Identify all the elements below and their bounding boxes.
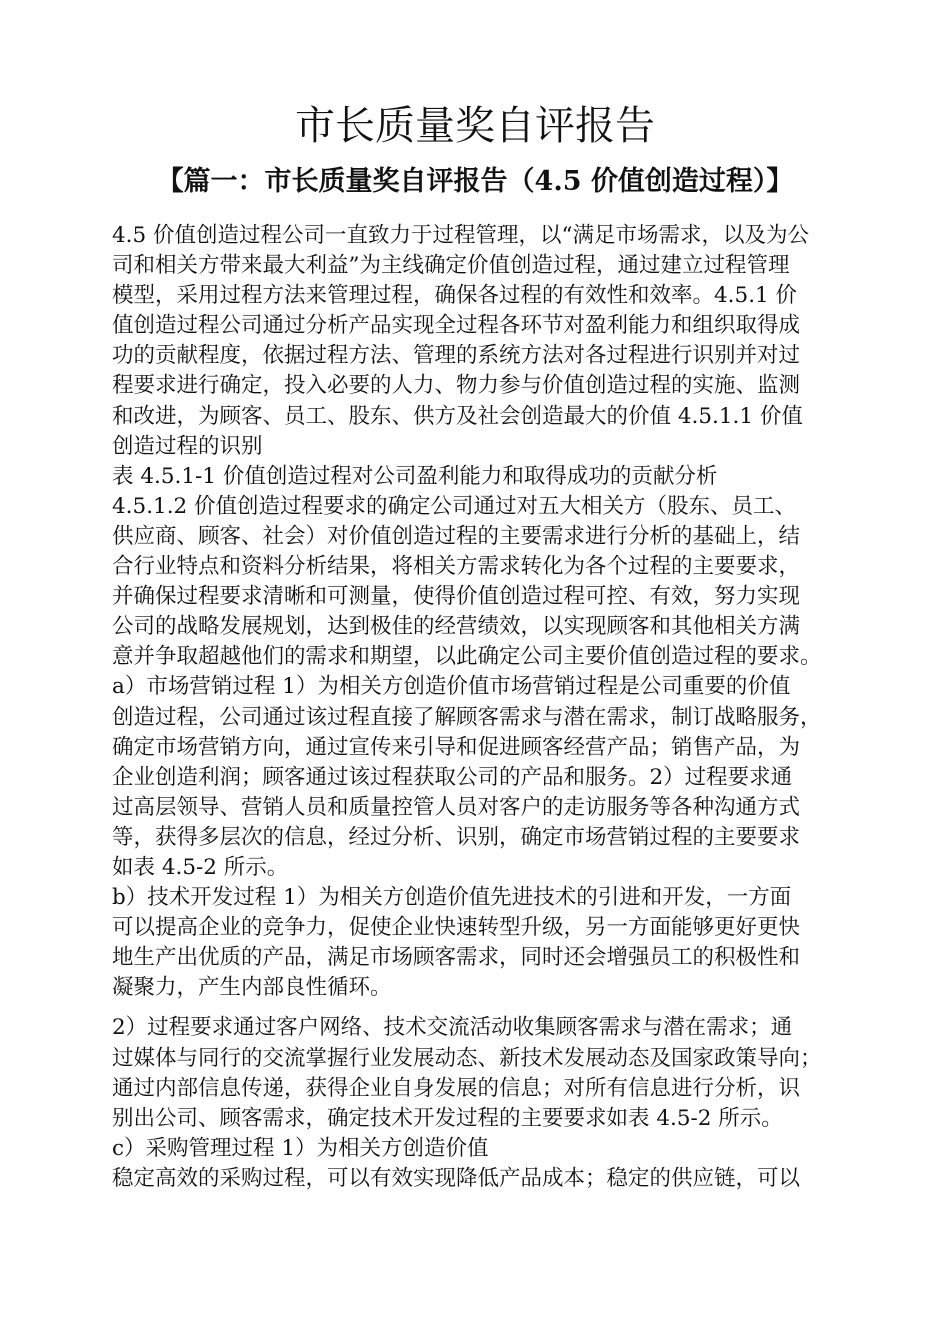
text-line: b）技术开发过程 1）为相关方创造价值先进技术的引进和开发，一方面 [112,885,792,911]
text-line: 表 4.5.1-1 价值创造过程对公司盈利能力和取得成功的贡献分析 [112,463,718,489]
text-line: 和改进，为顾客、员工、股东、供方及社会创造最大的价值 4.5.1.1 价值 [112,403,803,429]
text-line: 程要求进行确定，投入必要的人力、物力参与价值创造过程的实施、监测 [112,373,801,399]
text-line: 供应商、顾客、社会）对价值创造过程的主要需求进行分析的基础上，结 [112,523,801,549]
text-line: 确定市场营销方向，通过宣传来引导和促进顾客经营产品；销售产品，为 [112,734,801,760]
text-line: 稳定高效的采购过程，可以有效实现降低产品成本；稳定的供应链，可以 [112,1165,801,1191]
text-line: 创造过程的识别 [112,433,263,459]
text-line: 意并争取超越他们的需求和期望，以此确定公司主要价值创造过程的要求。 [112,644,822,670]
text-line: 可以提高企业的竞争力，促使企业快速转型升级，另一方面能够更好更快 [112,915,801,941]
text-line: a）市场营销过程 1）为相关方创造价值市场营销过程是公司重要的价值 [112,674,791,700]
text-line: 公司的战略发展规划，达到极佳的经营绩效，以实现顾客和其他相关方满 [112,614,801,640]
text-line: 合行业特点和资料分析结果，将相关方需求转化为各个过程的主要要求， [112,554,801,580]
text-line: 功的贡献程度，依据过程方法、管理的系统方法对各过程进行识别并对过 [112,343,801,369]
body-text [112,221,912,1194]
text-line: 等，获得多层次的信息，经过分析、识别，确定市场营销过程的主要要求 [112,824,801,850]
text-line: 企业创造利润；顾客通过该过程获取公司的产品和服务。2）过程要求通 [112,764,793,790]
text-line: 别出公司、顾客需求，确定技术开发过程的主要要求如表 4.5-2 所示。 [112,1105,783,1131]
text-line: 4.5 价值创造过程公司一直致力于过程管理，以“满足市场需求，以及为公 [112,223,810,248]
text-line: 创造过程，公司通过该过程直接了解顾客需求与潜在需求，制订战略服务， [112,704,822,730]
text-line: 司和相关方带来最大利益”为主线确定价值创造过程，通过建立过程管理 [112,253,790,279]
text-line: c）采购管理过程 1）为相关方创造价值 [112,1135,489,1161]
text-line: 通过内部信息传递，获得企业自身发展的信息；对所有信息进行分析，识 [112,1075,801,1101]
page-title: 市长质量奖自评报告 [295,103,655,149]
text-line: 并确保过程要求清晰和可测量，使得价值创造过程可控、有效，努力实现 [112,584,801,610]
text-line: 凝聚力，产生内部良性循环。 [112,975,392,1001]
text-line: 2）过程要求通过客户网络、技术交流活动收集顾客需求与潜在需求；通 [112,1015,793,1041]
paragraph-gap [112,1003,912,1013]
text-line: 过媒体与同行的交流掌握行业发展动态、新技术发展动态及国家政策导向； [112,1045,822,1071]
text-line: 如表 4.5-2 所示。 [112,854,289,880]
page-subtitle: 【篇一：市长质量奖自评报告（4.5 价值创造过程）】 [156,166,794,197]
text-line: 4.5.1.2 价值创造过程要求的确定公司通过对五大相关方（股东、员工、 [112,493,797,519]
text-line: 过高层领导、营销人员和质量控管人员对客户的走访服务等各种沟通方式 [112,794,801,820]
text-line: 模型，采用过程方法来管理过程，确保各过程的有效性和效率。4.5.1 价 [112,283,798,309]
text-line: 值创造过程公司通过分析产品实现全过程各环节对盈利能力和组织取得成 [112,313,801,339]
text-line: 地生产出优质的产品，满足市场顾客需求，同时还会增强员工的积极性和 [112,945,801,971]
